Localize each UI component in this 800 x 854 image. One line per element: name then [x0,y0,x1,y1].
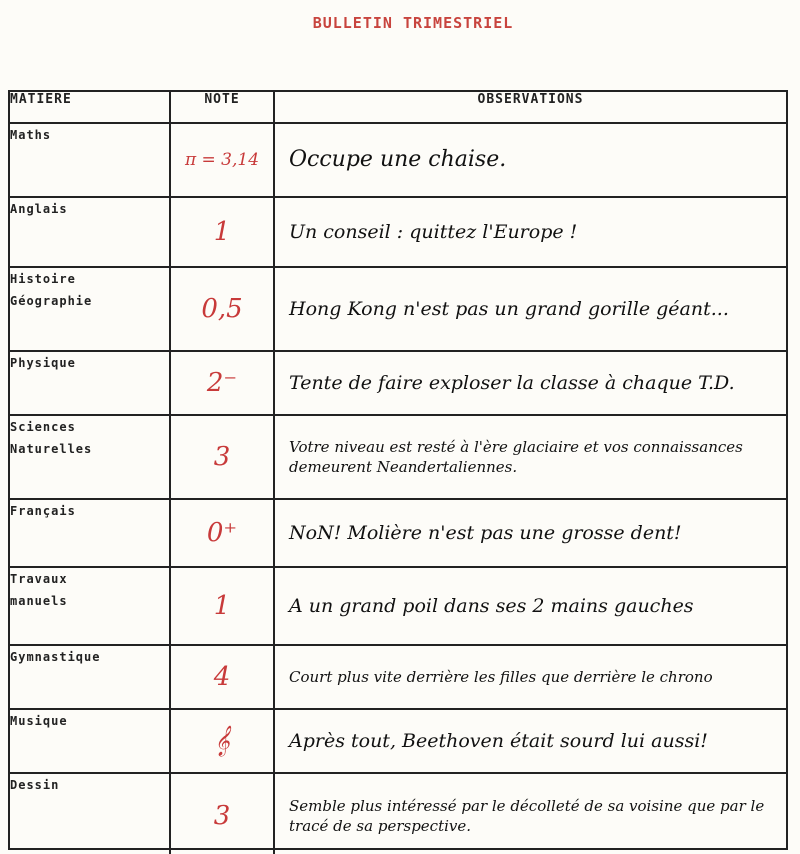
observation-cell: A un grand poil dans ses 2 mains gauches [274,567,786,645]
observation-cell: Votre niveau est resté à l'ère glaciaire et vos connaissances demeurent Neandertaliennes. [274,415,786,499]
subject-cell: Français [10,499,170,567]
observation-cell: Un conseil : quittez l'Europe ! [274,197,786,267]
column-header-observations: OBSERVATIONS [274,92,786,123]
subject-cell: Dessin [10,773,170,854]
column-header-grade: NOTE [170,92,274,123]
observation-cell: Occupe une chaise. [274,123,786,197]
grade-cell: 1 [170,567,274,645]
observation-cell: NoN! Molière n'est pas une grosse dent! [274,499,786,567]
grade-cell: 2⁻ [170,351,274,415]
grade-cell: π = 3,14 [170,123,274,197]
table-row [10,267,786,351]
table-row [10,415,786,499]
column-header-subject: MATIERE [10,92,170,123]
observation-cell: Après tout, Beethoven était sourd lui aussi! [274,709,786,773]
table-row [10,567,786,645]
table-row [10,197,786,267]
grades-sheet [8,90,788,850]
grade-cell: 3 [170,773,274,854]
grade-cell: 1 [170,197,274,267]
subject-cell: Musique [10,709,170,773]
report-card-title: BULLETIN TRIMESTRIEL [312,14,514,32]
grade-cell: 0⁺ [170,499,274,567]
table-row [10,123,786,197]
subject-cell: Sciences Naturelles [10,415,170,499]
subject-cell: Anglais [10,197,170,267]
table-row [10,351,786,415]
observation-cell: Tente de faire exploser la classe à chaque T.D. [274,351,786,415]
grade-cell: 3 [170,415,274,499]
subject-cell: Maths [10,123,170,197]
grade-cell: 0,5 [170,267,274,351]
observation-cell: Semble plus intéressé par le décolleté de sa voisine que par le tracé de sa perspective. [274,773,786,854]
grade-cell: 𝄞 [170,709,274,773]
subject-cell: Histoire Géographie [10,267,170,351]
table-row [10,645,786,709]
subject-cell: Gymnastique [10,645,170,709]
table-row [10,773,786,854]
table-header-row [10,92,786,123]
table-row [10,709,786,773]
grades-table [10,92,786,854]
subject-cell: Travaux manuels [10,567,170,645]
observation-cell: Hong Kong n'est pas un grand gorille géant... [274,267,786,351]
observation-cell: Court plus vite derrière les filles que derrière le chrono [274,645,786,709]
table-row [10,499,786,567]
grade-cell: 4 [170,645,274,709]
subject-cell: Physique [10,351,170,415]
